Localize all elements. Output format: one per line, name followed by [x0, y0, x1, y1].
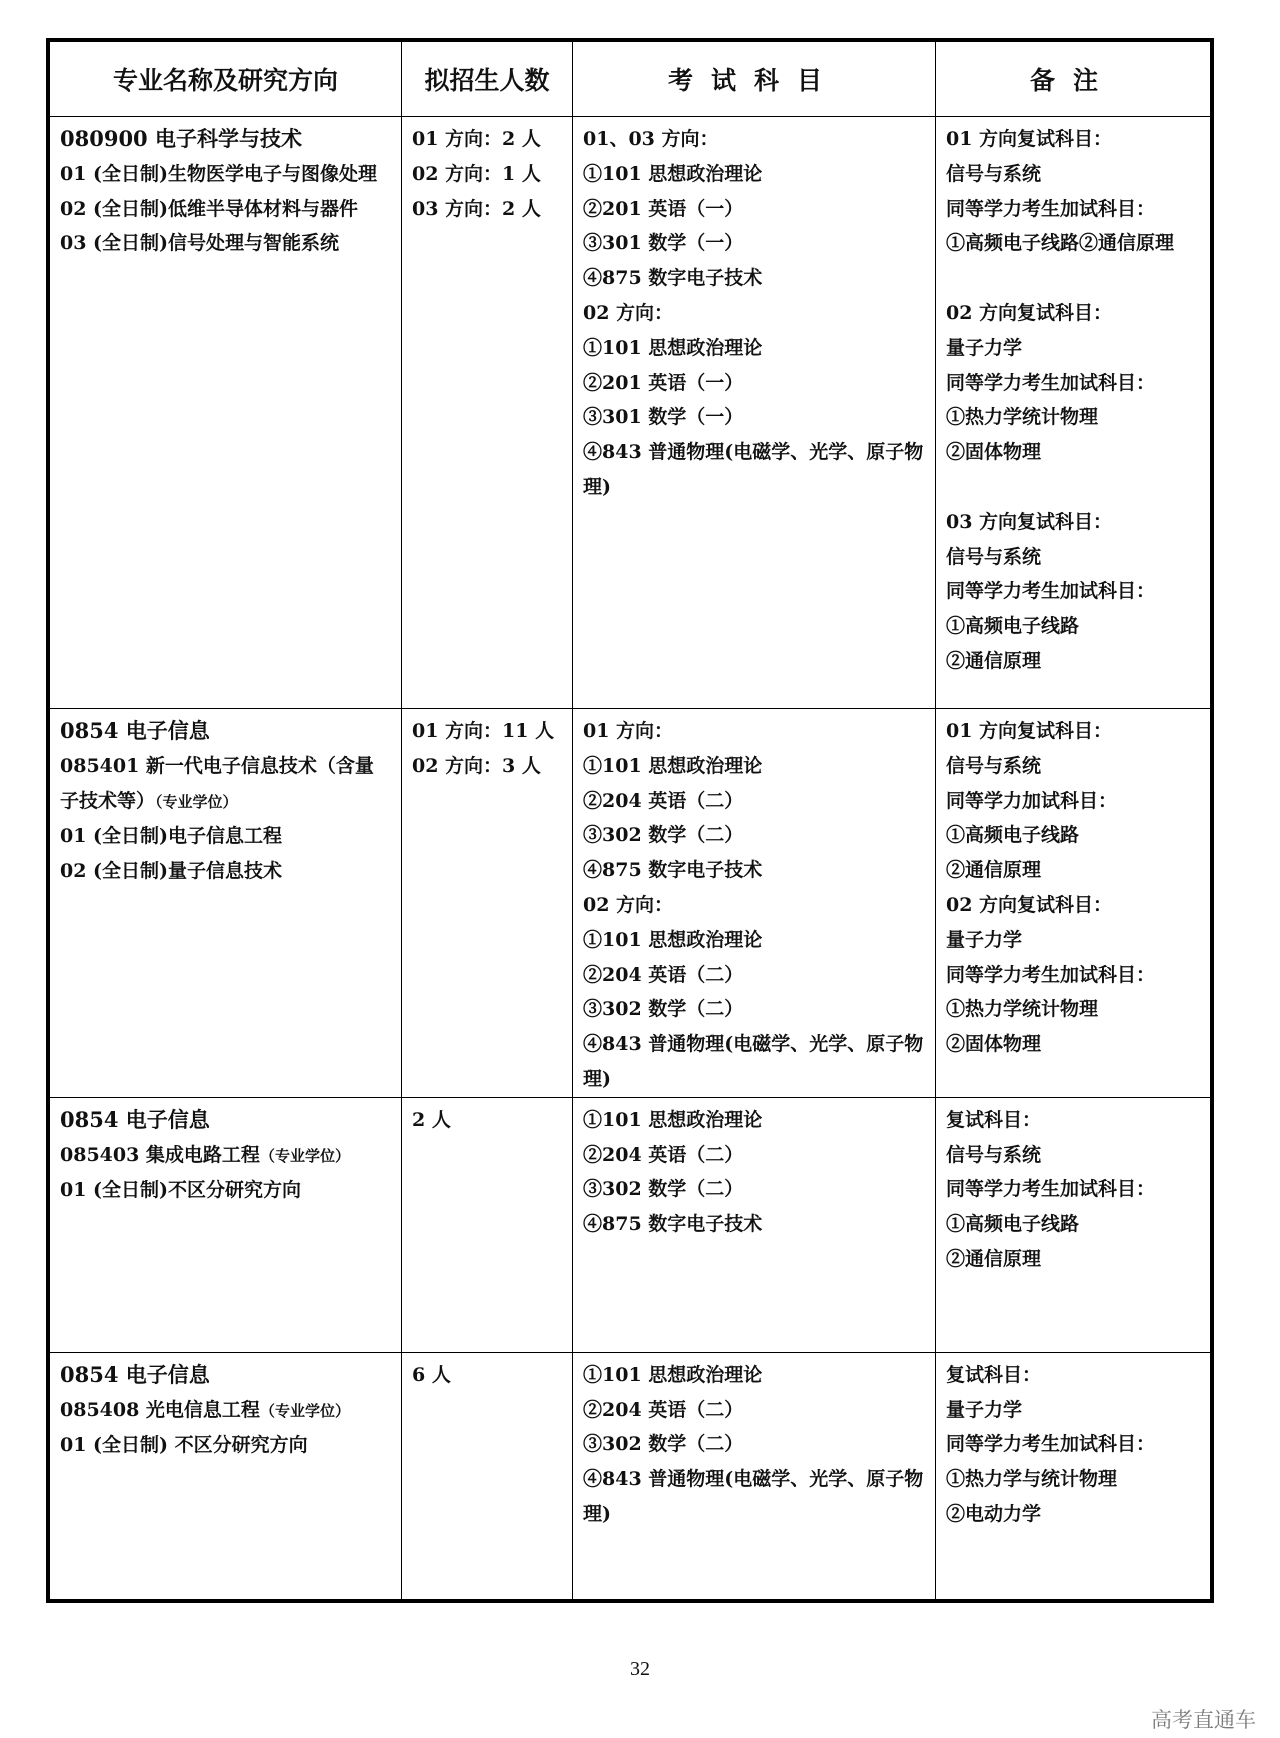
header-notes: 备注 [936, 42, 1211, 117]
exam-line: ③301 数学（一） [583, 232, 744, 255]
major-title: 0854 电子信息 [60, 1106, 210, 1132]
exam-line: 02 方向： [583, 301, 674, 324]
enrollment-line: 02 方向：3 人 [412, 754, 541, 777]
enrollment-cell [402, 1097, 573, 1352]
exam-line: ①101 思想政治理论 [583, 1363, 763, 1386]
exam-line: ④843 普通物理(电磁学、光学、原子物理) [583, 1033, 924, 1090]
note-line: ①热力学统计物理 [946, 998, 1099, 1021]
header-enrollment: 拟招生人数 [402, 42, 573, 117]
major-cell [50, 1352, 402, 1599]
header-exam-subjects: 考试科目 [573, 42, 936, 117]
major-cell [50, 117, 402, 709]
degree-type-tag: （专业学位） [155, 792, 238, 811]
enrollment-table-frame [46, 38, 1214, 1603]
direction-line: 01 (全日制)不区分研究方向 [60, 1179, 302, 1202]
exam-line: ④875 数字电子技术 [583, 1213, 763, 1236]
note-line: ①高频电子线路②通信原理 [946, 232, 1175, 255]
exam-line: ④875 数字电子技术 [583, 267, 763, 290]
note-spacer [946, 261, 1200, 296]
enrollment-cell [402, 117, 573, 709]
note-line: 信号与系统 [946, 754, 1042, 777]
exam-line: 02 方向： [583, 893, 674, 916]
note-line: 同等学力考生加试科目： [946, 963, 1156, 986]
exam-line: ②204 英语（二） [583, 789, 744, 812]
exam-line: ④843 普通物理(电磁学、光学、原子物理) [583, 1468, 924, 1525]
exam-cell [573, 117, 936, 709]
note-line: ①热力学与统计物理 [946, 1468, 1118, 1491]
exam-line: ①101 思想政治理论 [583, 162, 763, 185]
note-line: 01 方向复试科目： [946, 720, 1113, 742]
exam-line: ③302 数学（二） [583, 998, 744, 1021]
exam-line: ④843 普通物理(电磁学、光学、原子物理) [583, 441, 924, 498]
direction-line: 03 (全日制)信号处理与智能系统 [60, 232, 340, 255]
watermark-text: 高考直通车 [1151, 1708, 1256, 1732]
note-line: 复试科目： [946, 1363, 1042, 1386]
note-line: ②固体物理 [946, 1033, 1042, 1056]
table-row [50, 117, 1211, 709]
note-line: 信号与系统 [946, 545, 1042, 568]
enrollment-cell [402, 1352, 573, 1599]
exam-line: ②204 英语（二） [583, 1143, 744, 1166]
table-row [50, 1097, 1211, 1352]
exam-line: ④875 数字电子技术 [583, 859, 763, 882]
table-row [50, 709, 1211, 1098]
note-line: ②固体物理 [946, 441, 1042, 464]
sub-major-line [60, 749, 391, 820]
note-line: 03 方向复试科目： [946, 510, 1113, 533]
note-line: ②通信原理 [946, 859, 1042, 882]
note-line: 同等学力考生加试科目： [946, 1178, 1156, 1201]
note-line: 02 方向复试科目： [946, 301, 1113, 324]
exam-line: ②204 英语（二） [583, 963, 744, 986]
exam-line: ②201 英语（一） [583, 371, 744, 394]
exam-line: ①101 思想政治理论 [583, 1108, 763, 1131]
notes-cell [936, 117, 1211, 709]
degree-type-tag: （专业学位） [259, 1146, 350, 1165]
direction-line: 01 (全日制) 不区分研究方向 [60, 1434, 308, 1457]
table-row [50, 1352, 1211, 1599]
header-row [50, 42, 1211, 117]
note-line: ①高频电子线路 [946, 615, 1080, 638]
major-title: 0854 电子信息 [60, 718, 210, 743]
note-line: 同等学力加试科目： [946, 789, 1118, 812]
notes-cell [936, 1097, 1211, 1352]
major-title: 080900 电子科学与技术 [60, 126, 302, 151]
note-line: 复试科目： [946, 1108, 1042, 1131]
exam-line: ③302 数学（二） [583, 1433, 744, 1456]
direction-line: 01 (全日制)电子信息工程 [60, 825, 283, 848]
direction-line: 02 (全日制)低维半导体材料与器件 [60, 197, 359, 220]
page-number: 32 [630, 1658, 650, 1680]
exam-line: ①101 思想政治理论 [583, 336, 763, 359]
note-line: ①高频电子线路 [946, 1213, 1080, 1236]
exam-line: ①101 思想政治理论 [583, 928, 763, 951]
exam-line: 01 方向： [583, 720, 674, 742]
note-line: 同等学力考生加试科目： [946, 1433, 1156, 1456]
note-line: ①热力学统计物理 [946, 406, 1099, 429]
exam-line: ③301 数学（一） [583, 406, 744, 429]
exam-line: ②204 英语（二） [583, 1398, 744, 1421]
note-line: ②通信原理 [946, 649, 1042, 672]
note-line: 02 方向复试科目： [946, 893, 1113, 916]
note-line: ②电动力学 [946, 1502, 1042, 1525]
exam-line: ②201 英语（一） [583, 197, 744, 220]
enrollment-table [49, 41, 1211, 1600]
note-line: 01 方向复试科目： [946, 128, 1113, 150]
note-line: 信号与系统 [946, 162, 1042, 185]
enrollment-line: 01 方向：11 人 [412, 720, 555, 742]
note-line: ②通信原理 [946, 1247, 1042, 1270]
enrollment-line: 03 方向：2 人 [412, 197, 541, 220]
exam-cell [573, 709, 936, 1098]
exam-cell [573, 1352, 936, 1599]
direction-line: 01 (全日制)生物医学电子与图像处理 [60, 162, 378, 185]
header-major: 专业名称及研究方向 [50, 42, 402, 117]
exam-cell [573, 1097, 936, 1352]
exam-line: ①101 思想政治理论 [583, 754, 763, 777]
enrollment-cell [402, 709, 573, 1098]
direction-line: 02 (全日制)量子信息技术 [60, 860, 283, 883]
note-line: 同等学力考生加试科目： [946, 580, 1156, 603]
notes-cell [936, 1352, 1211, 1599]
enrollment-line: 02 方向：1 人 [412, 162, 541, 185]
major-cell [50, 709, 402, 1098]
note-line: ①高频电子线路 [946, 824, 1080, 847]
exam-line: ③302 数学（二） [583, 1178, 744, 1201]
note-line: 量子力学 [946, 1398, 1023, 1421]
sub-major-name: 085408 光电信息工程 [60, 1398, 260, 1421]
sub-major-name: 085401 新一代电子信息技术（含量子技术等） [60, 754, 374, 812]
enrollment-line: 01 方向：2 人 [412, 128, 541, 150]
sub-major-line [60, 1138, 391, 1174]
major-cell [50, 1097, 402, 1352]
note-line: 量子力学 [946, 928, 1023, 951]
note-line: 同等学力考生加试科目： [946, 371, 1156, 394]
major-title: 0854 电子信息 [60, 1361, 210, 1387]
enrollment-line: 2 人 [412, 1108, 451, 1131]
sub-major-line [60, 1393, 391, 1429]
notes-cell [936, 709, 1211, 1098]
sub-major-name: 085403 集成电路工程 [60, 1143, 260, 1166]
note-line: 同等学力考生加试科目： [946, 197, 1156, 220]
note-spacer [946, 470, 1200, 505]
degree-type-tag: （专业学位） [259, 1401, 350, 1420]
exam-line: 01、03 方向： [583, 128, 719, 150]
note-line: 量子力学 [946, 336, 1023, 359]
enrollment-line: 6 人 [412, 1363, 451, 1386]
exam-line: ③302 数学（二） [583, 824, 744, 847]
note-line: 信号与系统 [946, 1143, 1042, 1166]
